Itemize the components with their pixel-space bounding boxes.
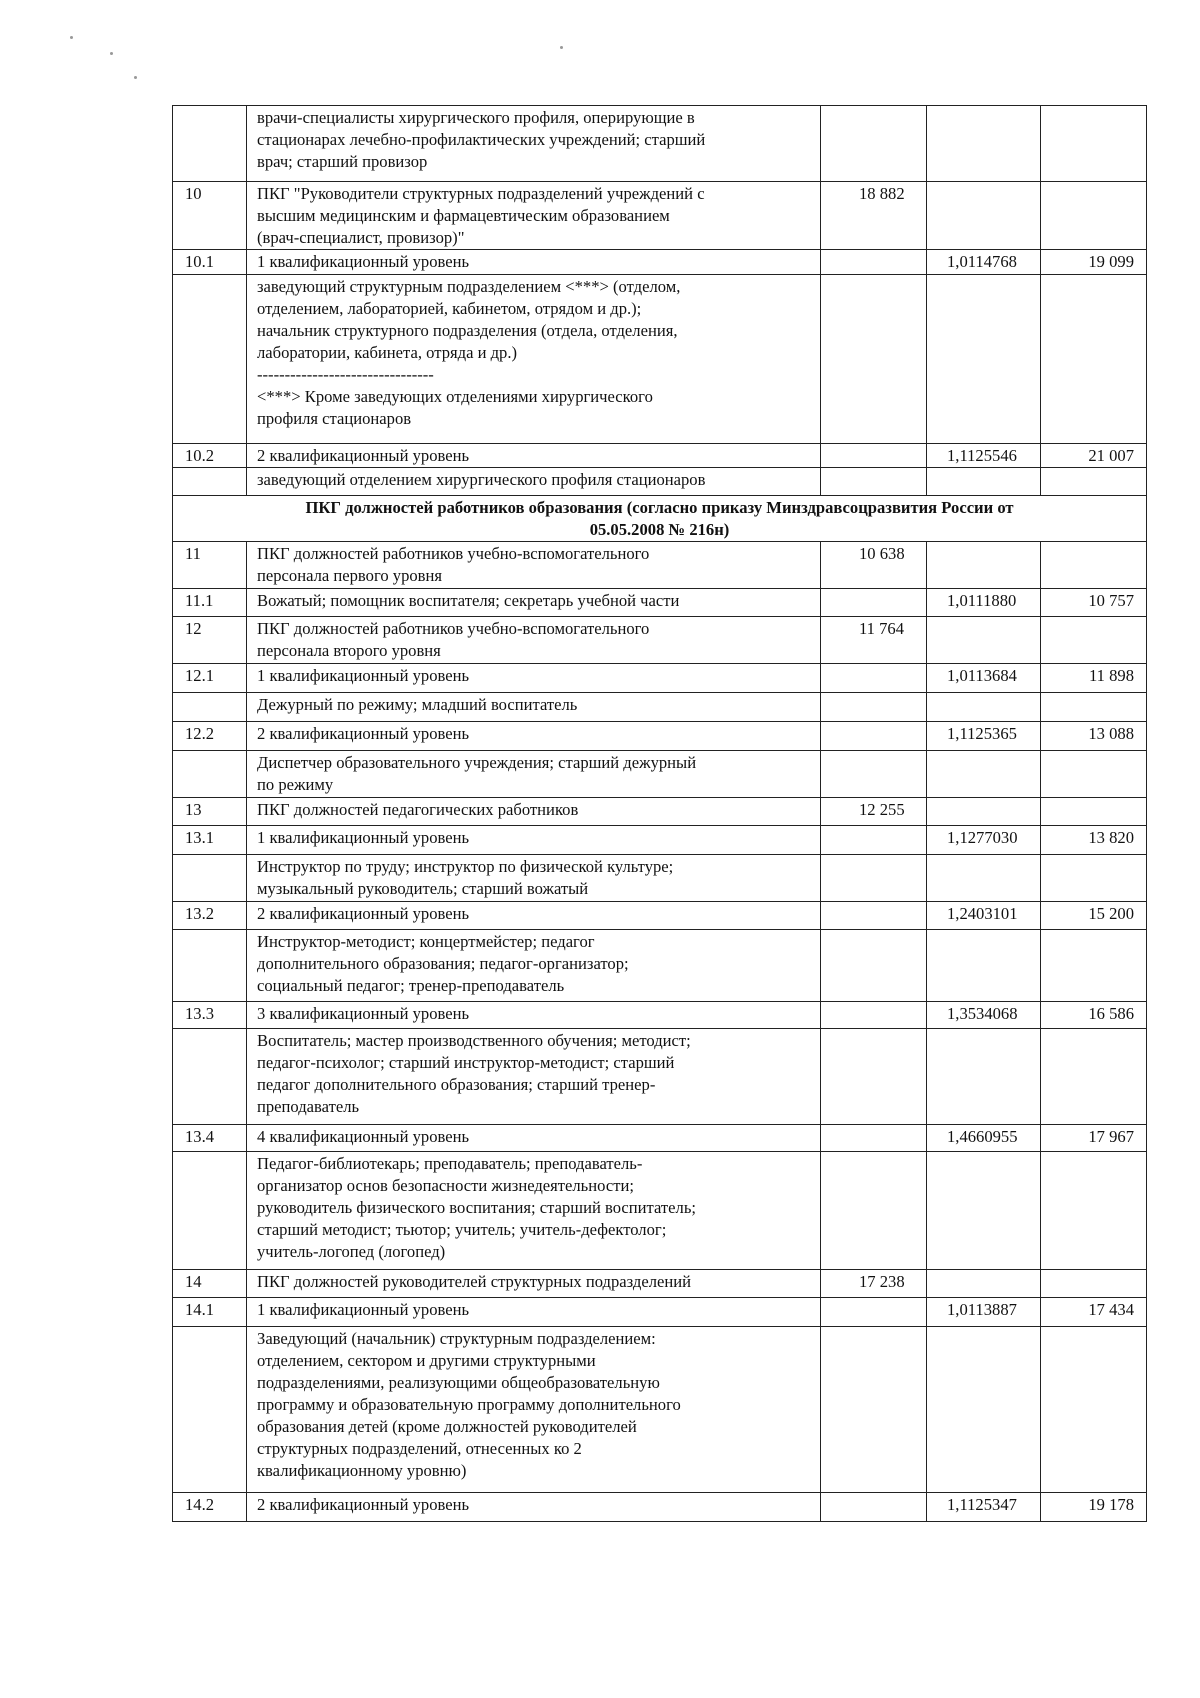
base-salary-cell xyxy=(821,693,927,722)
base-salary-cell: 12 255 xyxy=(821,798,927,826)
salary-cell xyxy=(1041,693,1147,722)
base-salary-cell xyxy=(821,106,927,182)
salary-cell xyxy=(1041,855,1147,902)
row-number-cell: 14 xyxy=(173,1270,247,1298)
position-name-cell: Заведующий (начальник) структурным подразделением: отделением, сектором и другими структурными подразделениями, реализующими общеобразовательную программу и образовательную программу дополнительного образования детей (кроме должностей руководителей структурных подразделений, отнесенных ко 2 квалификационному уровню) xyxy=(247,1327,821,1493)
position-name-cell: заведующий отделением хирургического профиля стационаров xyxy=(247,468,821,496)
salary-cell xyxy=(1041,617,1147,664)
row-number-cell xyxy=(173,751,247,798)
base-salary-cell xyxy=(821,275,927,444)
table-row xyxy=(173,1152,1147,1270)
row-number-cell: 11.1 xyxy=(173,589,247,617)
salary-cell: 13 088 xyxy=(1041,722,1147,751)
row-number-cell xyxy=(173,468,247,496)
row-number-cell: 10 xyxy=(173,182,247,250)
salary-cell: 15 200 xyxy=(1041,902,1147,930)
row-number-cell xyxy=(173,1029,247,1125)
base-salary-cell: 10 638 xyxy=(821,542,927,589)
table-row xyxy=(173,798,1147,826)
coefficient-cell xyxy=(927,1270,1041,1298)
coefficient-cell: 1,1125365 xyxy=(927,722,1041,751)
base-salary-cell xyxy=(821,1327,927,1493)
position-name-cell: ПКГ должностей педагогических работников xyxy=(247,798,821,826)
base-salary-cell xyxy=(821,250,927,275)
base-salary-cell xyxy=(821,1002,927,1029)
row-number-cell xyxy=(173,693,247,722)
position-name-cell: 2 квалификационный уровень xyxy=(247,444,821,468)
base-salary-cell xyxy=(821,1125,927,1152)
coefficient-cell: 1,0114768 xyxy=(927,250,1041,275)
position-name-cell: Инструктор-методист; концертмейстер; педагог дополнительного образования; педагог-организатор; социальный педагог; тренер-преподаватель xyxy=(247,930,821,1002)
row-number-cell xyxy=(173,855,247,902)
table-row xyxy=(173,1270,1147,1298)
position-name-cell: Диспетчер образовательного учреждения; старший дежурный по режиму xyxy=(247,751,821,798)
section-header-row xyxy=(173,496,1147,542)
row-number-cell xyxy=(173,1152,247,1270)
row-number-cell: 13.1 xyxy=(173,826,247,855)
base-salary-cell xyxy=(821,722,927,751)
position-name-cell: 3 квалификационный уровень xyxy=(247,1002,821,1029)
salary-cell xyxy=(1041,798,1147,826)
salary-cell xyxy=(1041,1270,1147,1298)
coefficient-cell: 1,0113887 xyxy=(927,1298,1041,1327)
position-name-cell: 1 квалификационный уровень xyxy=(247,826,821,855)
salary-cell: 19 099 xyxy=(1041,250,1147,275)
base-salary-cell: 18 882 xyxy=(821,182,927,250)
row-number-cell: 10.2 xyxy=(173,444,247,468)
row-number-cell: 11 xyxy=(173,542,247,589)
salary-cell: 13 820 xyxy=(1041,826,1147,855)
table-row xyxy=(173,722,1147,751)
scan-speck xyxy=(134,76,137,79)
document-sheet xyxy=(172,105,1146,1522)
base-salary-cell xyxy=(821,1298,927,1327)
position-name-cell: 4 квалификационный уровень xyxy=(247,1125,821,1152)
table-row xyxy=(173,617,1147,664)
base-salary-cell xyxy=(821,444,927,468)
table-row xyxy=(173,106,1147,182)
position-name-cell: 1 квалификационный уровень xyxy=(247,250,821,275)
base-salary-cell xyxy=(821,855,927,902)
position-name-cell: ПКГ должностей руководителей структурных подразделений xyxy=(247,1270,821,1298)
position-name-cell: ПКГ должностей работников учебно-вспомогательного персонала первого уровня xyxy=(247,542,821,589)
table-row xyxy=(173,751,1147,798)
salary-cell xyxy=(1041,751,1147,798)
salary-table xyxy=(172,105,1147,1522)
coefficient-cell xyxy=(927,468,1041,496)
base-salary-cell xyxy=(821,930,927,1002)
salary-table-body xyxy=(173,106,1147,1522)
coefficient-cell xyxy=(927,275,1041,444)
row-number-cell: 14.2 xyxy=(173,1493,247,1522)
base-salary-cell xyxy=(821,1152,927,1270)
coefficient-cell xyxy=(927,930,1041,1002)
position-name-cell: заведующий структурным подразделением <***> (отделом, отделением, лабораторией, кабинетом, отрядом и др.); начальник структурного подразделения (отдела, отделения, лаборатории, кабинета, отряда и др.) -------------------------------- <***> Кроме заведующих отделениями хирургического профиля стационаров xyxy=(247,275,821,444)
salary-cell xyxy=(1041,468,1147,496)
position-name-cell: Воспитатель; мастер производственного обучения; методист; педагог-психолог; старший инструктор-методист; старший педагог дополнительного образования; старший тренер- преподаватель xyxy=(247,1029,821,1125)
base-salary-cell xyxy=(821,902,927,930)
coefficient-cell xyxy=(927,1152,1041,1270)
base-salary-cell xyxy=(821,589,927,617)
row-number-cell xyxy=(173,275,247,444)
salary-cell xyxy=(1041,930,1147,1002)
salary-cell: 16 586 xyxy=(1041,1002,1147,1029)
coefficient-cell: 1,1125347 xyxy=(927,1493,1041,1522)
table-row xyxy=(173,182,1147,250)
table-row xyxy=(173,664,1147,693)
coefficient-cell: 1,1277030 xyxy=(927,826,1041,855)
table-row xyxy=(173,693,1147,722)
scan-speck xyxy=(560,46,563,49)
row-number-cell: 13.4 xyxy=(173,1125,247,1152)
coefficient-cell: 1,3534068 xyxy=(927,1002,1041,1029)
table-row xyxy=(173,250,1147,275)
coefficient-cell xyxy=(927,617,1041,664)
table-row xyxy=(173,444,1147,468)
row-number-cell xyxy=(173,930,247,1002)
coefficient-cell xyxy=(927,1029,1041,1125)
table-row xyxy=(173,826,1147,855)
coefficient-cell: 1,0113684 xyxy=(927,664,1041,693)
base-salary-cell: 11 764 xyxy=(821,617,927,664)
table-row xyxy=(173,589,1147,617)
position-name-cell: 1 квалификационный уровень xyxy=(247,664,821,693)
base-salary-cell xyxy=(821,468,927,496)
position-name-cell: Педагог-библиотекарь; преподаватель; преподаватель- организатор основ безопасности жизнедеятельности; руководитель физического воспитания; старший воспитатель; старший методист; тьютор; учитель; учитель-дефектолог; учитель-логопед (логопед) xyxy=(247,1152,821,1270)
coefficient-cell xyxy=(927,182,1041,250)
salary-cell: 21 007 xyxy=(1041,444,1147,468)
position-name-cell: 1 квалификационный уровень xyxy=(247,1298,821,1327)
coefficient-cell: 1,0111880 xyxy=(927,589,1041,617)
table-row xyxy=(173,902,1147,930)
section-title: ПКГ должностей работников образования (согласно приказу Минздравсоцразвития России от 05.05.2008 № 216н) xyxy=(173,496,1147,542)
table-row xyxy=(173,1298,1147,1327)
coefficient-cell xyxy=(927,1327,1041,1493)
base-salary-cell: 17 238 xyxy=(821,1270,927,1298)
position-name-cell: Вожатый; помощник воспитателя; секретарь учебной части xyxy=(247,589,821,617)
base-salary-cell xyxy=(821,826,927,855)
salary-cell xyxy=(1041,1029,1147,1125)
table-row xyxy=(173,855,1147,902)
salary-cell xyxy=(1041,542,1147,589)
base-salary-cell xyxy=(821,664,927,693)
coefficient-cell xyxy=(927,693,1041,722)
coefficient-cell xyxy=(927,798,1041,826)
row-number-cell xyxy=(173,106,247,182)
salary-cell xyxy=(1041,106,1147,182)
salary-cell xyxy=(1041,1327,1147,1493)
row-number-cell: 13.2 xyxy=(173,902,247,930)
coefficient-cell: 1,1125546 xyxy=(927,444,1041,468)
coefficient-cell xyxy=(927,542,1041,589)
row-number-cell: 12 xyxy=(173,617,247,664)
position-name-cell: Инструктор по труду; инструктор по физической культуре; музыкальный руководитель; старший вожатый xyxy=(247,855,821,902)
row-number-cell: 13.3 xyxy=(173,1002,247,1029)
table-row xyxy=(173,1327,1147,1493)
position-name-cell: 2 квалификационный уровень xyxy=(247,722,821,751)
salary-cell: 19 178 xyxy=(1041,1493,1147,1522)
salary-cell: 17 967 xyxy=(1041,1125,1147,1152)
coefficient-cell: 1,2403101 xyxy=(927,902,1041,930)
row-number-cell: 12.1 xyxy=(173,664,247,693)
position-name-cell: 2 квалификационный уровень xyxy=(247,902,821,930)
coefficient-cell xyxy=(927,106,1041,182)
scan-speck xyxy=(110,52,113,55)
row-number-cell xyxy=(173,1327,247,1493)
salary-cell xyxy=(1041,275,1147,444)
table-row xyxy=(173,1029,1147,1125)
coefficient-cell: 1,4660955 xyxy=(927,1125,1041,1152)
position-name-cell: 2 квалификационный уровень xyxy=(247,1493,821,1522)
position-name-cell: Дежурный по режиму; младший воспитатель xyxy=(247,693,821,722)
coefficient-cell xyxy=(927,751,1041,798)
row-number-cell: 10.1 xyxy=(173,250,247,275)
salary-cell: 17 434 xyxy=(1041,1298,1147,1327)
salary-cell: 11 898 xyxy=(1041,664,1147,693)
table-row xyxy=(173,275,1147,444)
coefficient-cell xyxy=(927,855,1041,902)
position-name-cell: ПКГ должностей работников учебно-вспомогательного персонала второго уровня xyxy=(247,617,821,664)
position-name-cell: врачи-специалисты хирургического профиля, оперирующие в стационарах лечебно-профилактических учреждений; старший врач; старший провизор xyxy=(247,106,821,182)
salary-cell xyxy=(1041,182,1147,250)
base-salary-cell xyxy=(821,1493,927,1522)
base-salary-cell xyxy=(821,1029,927,1125)
table-row xyxy=(173,930,1147,1002)
salary-cell xyxy=(1041,1152,1147,1270)
row-number-cell: 13 xyxy=(173,798,247,826)
row-number-cell: 12.2 xyxy=(173,722,247,751)
table-row xyxy=(173,1493,1147,1522)
salary-cell: 10 757 xyxy=(1041,589,1147,617)
row-number-cell: 14.1 xyxy=(173,1298,247,1327)
table-row xyxy=(173,1125,1147,1152)
base-salary-cell xyxy=(821,751,927,798)
scan-speck xyxy=(70,36,73,39)
table-row xyxy=(173,1002,1147,1029)
table-row xyxy=(173,542,1147,589)
table-row xyxy=(173,468,1147,496)
position-name-cell: ПКГ "Руководители структурных подразделений учреждений с высшим медицинским и фармацевтическим образованием (врач-специалист, провизор)" xyxy=(247,182,821,250)
